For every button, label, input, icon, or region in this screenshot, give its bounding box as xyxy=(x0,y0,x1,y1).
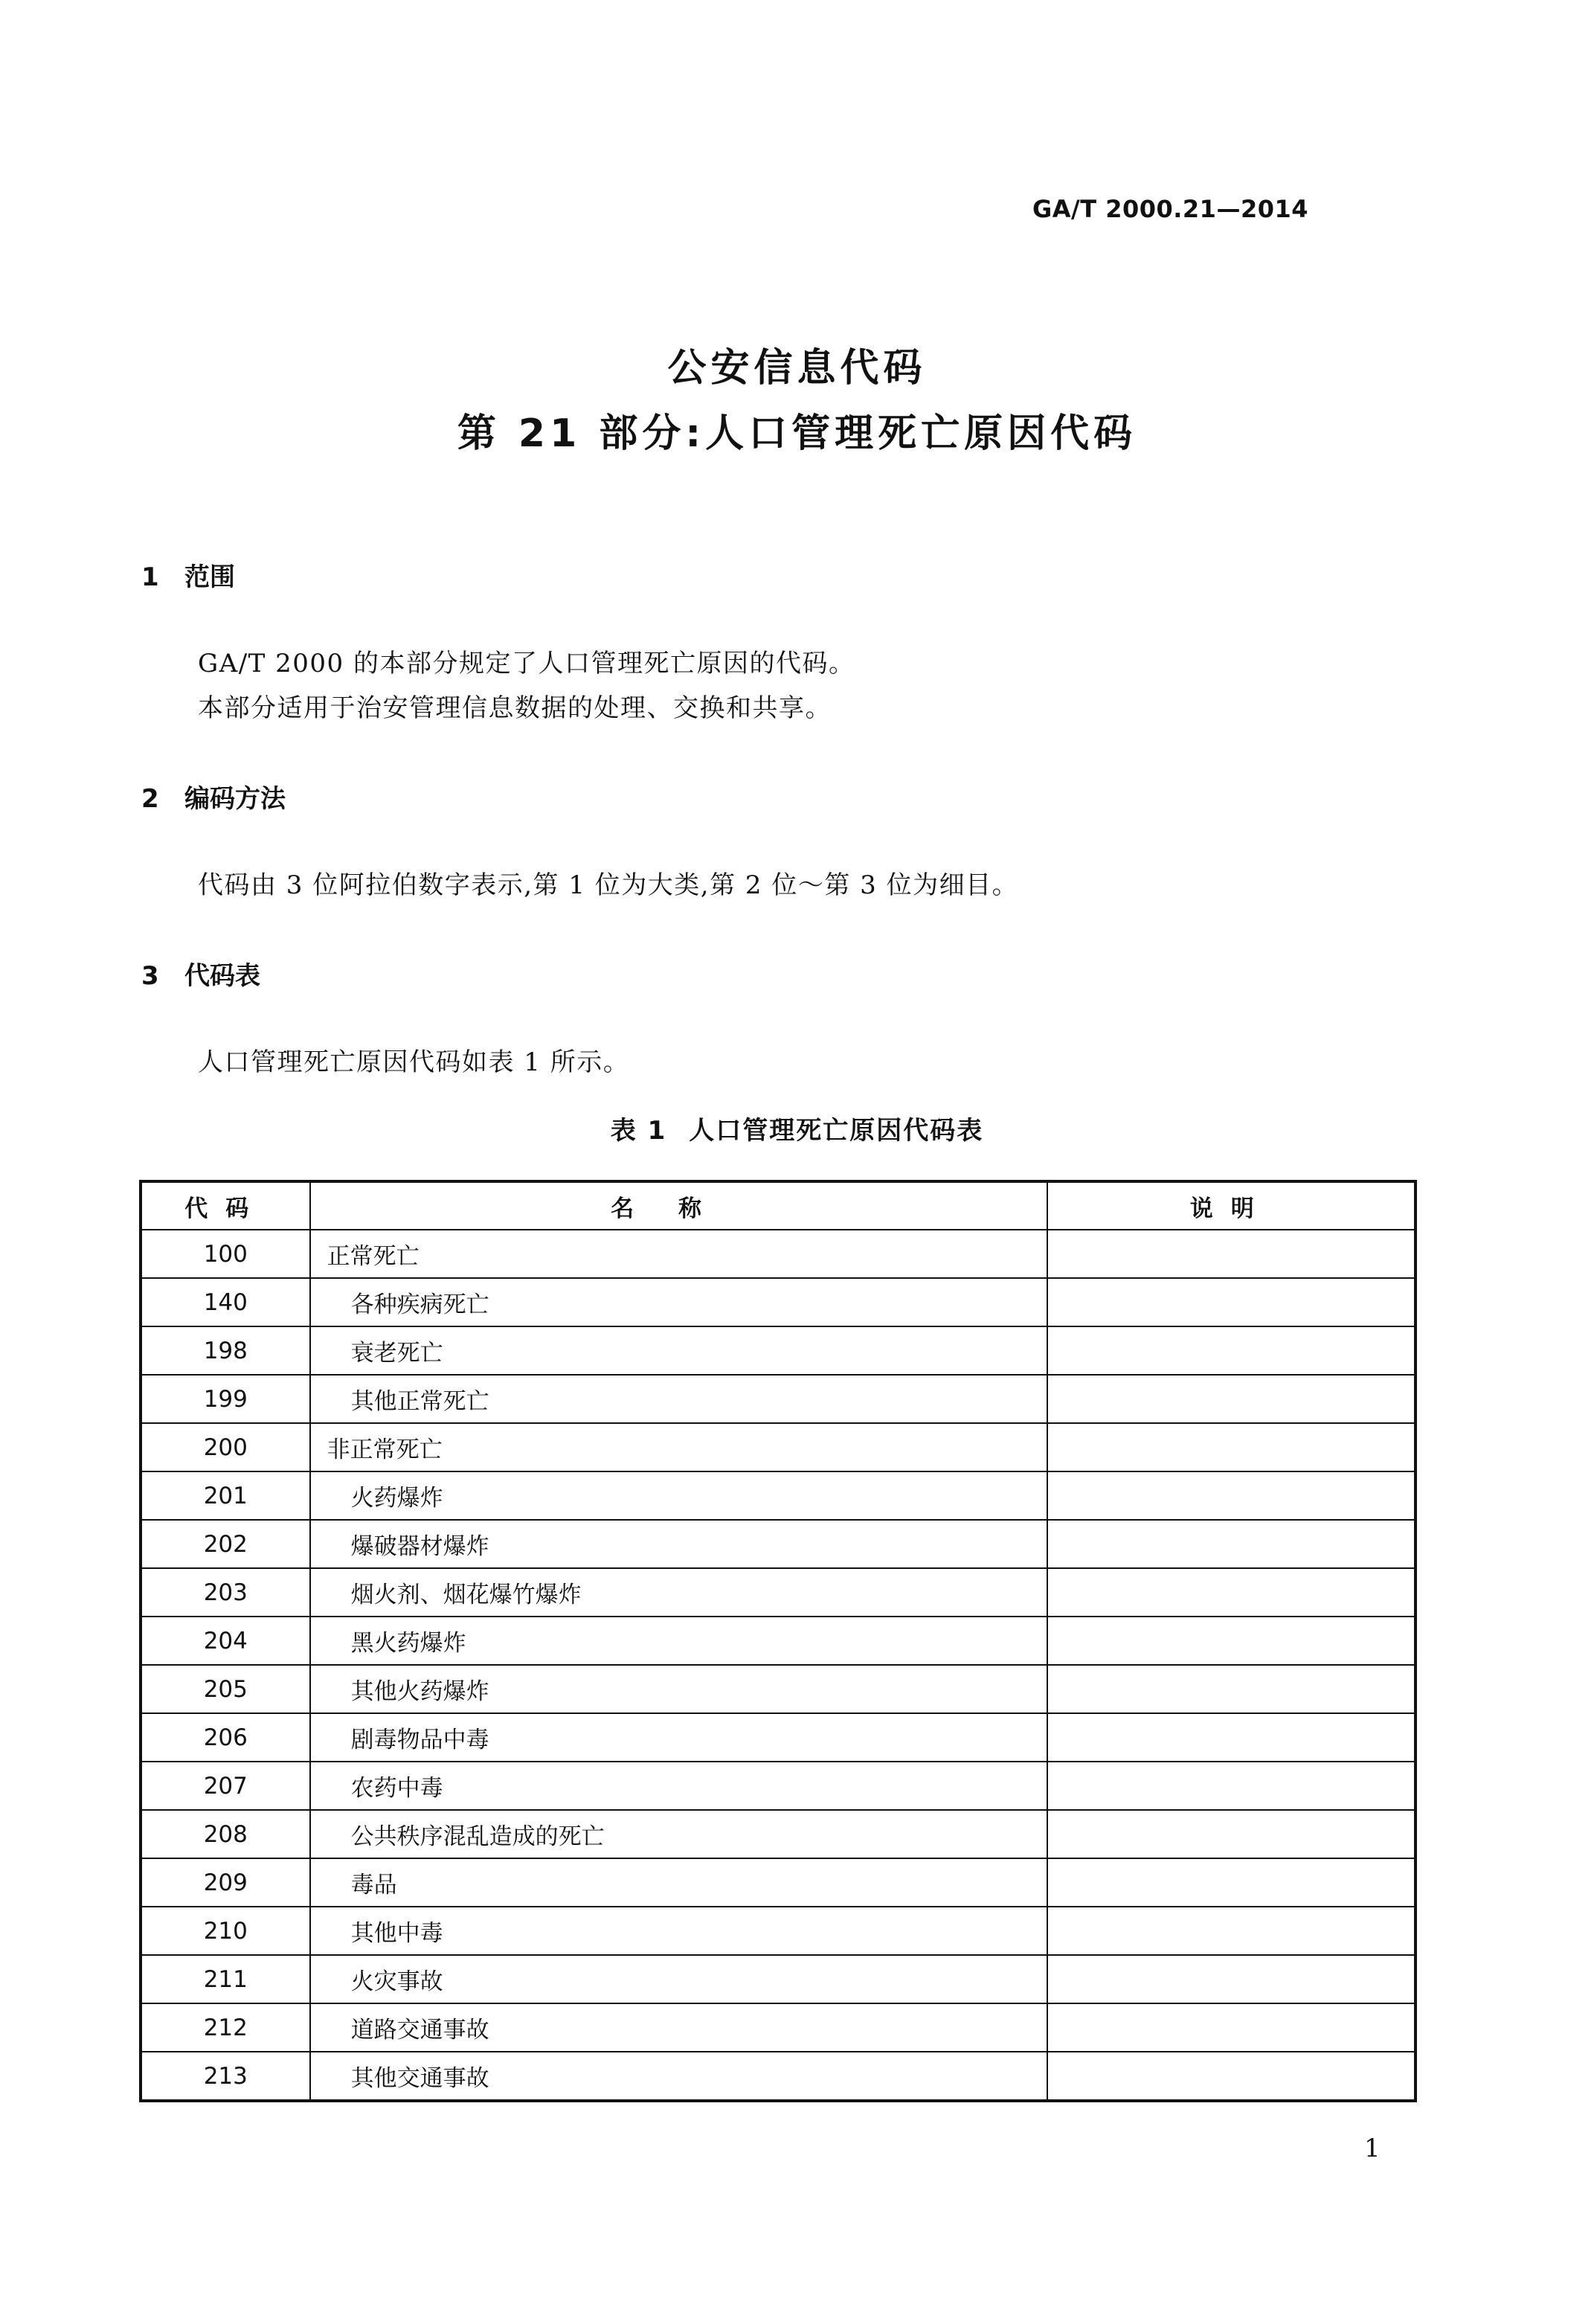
note-cell xyxy=(1047,2052,1415,2101)
name-cell: 衰老死亡 xyxy=(310,1326,1047,1375)
code-cell: 203 xyxy=(141,1568,310,1617)
note-cell xyxy=(1047,2003,1415,2052)
name-cell: 正常死亡 xyxy=(310,1230,1047,1278)
note-cell xyxy=(1047,1423,1415,1471)
name-cell: 烟火剂、烟花爆竹爆炸 xyxy=(310,1568,1047,1617)
code-cell: 205 xyxy=(141,1665,310,1713)
code-cell: 209 xyxy=(141,1858,310,1907)
table-row xyxy=(141,1617,1415,1665)
note-cell xyxy=(1047,1326,1415,1375)
table-caption xyxy=(0,1110,1594,1146)
page-number: 1 xyxy=(1364,2134,1381,2163)
code-cell: 207 xyxy=(141,1762,310,1810)
code-cell: 198 xyxy=(141,1326,310,1375)
document-subtitle: 第 21 部分:人口管理死亡原因代码 xyxy=(457,411,1137,456)
table-row xyxy=(141,2052,1415,2101)
section-heading-scope xyxy=(141,556,235,593)
section-heading-code-table xyxy=(141,955,260,992)
name-cell: 道路交通事故 xyxy=(310,2003,1047,2052)
note-cell xyxy=(1047,1665,1415,1713)
death-cause-code-table xyxy=(139,1180,1417,2102)
note-cell xyxy=(1047,1810,1415,1858)
table-row xyxy=(141,1568,1415,1617)
section-number: 2 xyxy=(141,784,159,814)
note-cell xyxy=(1047,1858,1415,1907)
note-cell xyxy=(1047,1375,1415,1423)
section-number: 1 xyxy=(141,562,159,592)
table-row xyxy=(141,1375,1415,1423)
table-row xyxy=(141,1762,1415,1810)
code-cell: 199 xyxy=(141,1375,310,1423)
section-heading-coding-method xyxy=(141,778,286,815)
name-cell: 其他正常死亡 xyxy=(310,1375,1047,1423)
code-cell: 213 xyxy=(141,2052,310,2101)
table-row xyxy=(141,1907,1415,1955)
code-cell: 206 xyxy=(141,1713,310,1762)
table-row xyxy=(141,1471,1415,1520)
section-title: 范围 xyxy=(184,562,235,592)
code-cell: 208 xyxy=(141,1810,310,1858)
name-cell: 剧毒物品中毒 xyxy=(310,1713,1047,1762)
code-cell: 200 xyxy=(141,1423,310,1471)
note-cell xyxy=(1047,1713,1415,1762)
name-cell: 火灾事故 xyxy=(310,1955,1047,2003)
table-row xyxy=(141,1230,1415,1278)
table-row xyxy=(141,1810,1415,1858)
paragraph: 人口管理死亡原因代码如表 1 所示。 xyxy=(198,1047,630,1077)
table-caption-title: 人口管理死亡原因代码表 xyxy=(689,1116,984,1146)
table-caption-label: 表 1 xyxy=(610,1116,667,1146)
note-cell xyxy=(1047,1955,1415,2003)
table-row xyxy=(141,1955,1415,2003)
section-number: 3 xyxy=(141,961,159,991)
note-cell xyxy=(1047,1907,1415,1955)
table-row xyxy=(141,1423,1415,1471)
note-cell xyxy=(1047,1278,1415,1326)
name-cell: 公共秩序混乱造成的死亡 xyxy=(310,1810,1047,1858)
code-cell: 210 xyxy=(141,1907,310,1955)
table-row xyxy=(141,1858,1415,1907)
document-title: 公安信息代码 xyxy=(667,346,927,391)
section-title: 编码方法 xyxy=(184,784,286,814)
name-cell: 其他交通事故 xyxy=(310,2052,1047,2101)
standard-number: GA/T 2000.21—2014 xyxy=(1032,195,1308,223)
paragraph: 本部分适用于治安管理信息数据的处理、交换和共享。 xyxy=(198,693,832,723)
name-cell: 其他中毒 xyxy=(310,1907,1047,1955)
name-cell: 爆破器材爆炸 xyxy=(310,1520,1047,1568)
name-cell: 黑火药爆炸 xyxy=(310,1617,1047,1665)
table-row xyxy=(141,1278,1415,1326)
code-cell: 140 xyxy=(141,1278,310,1326)
note-cell xyxy=(1047,1230,1415,1278)
note-cell xyxy=(1047,1568,1415,1617)
code-cell: 202 xyxy=(141,1520,310,1568)
name-cell: 毒品 xyxy=(310,1858,1047,1907)
paragraph: GA/T 2000 的本部分规定了人口管理死亡原因的代码。 xyxy=(198,649,855,678)
table-header-row xyxy=(141,1181,1415,1230)
name-cell: 其他火药爆炸 xyxy=(310,1665,1047,1713)
name-cell: 火药爆炸 xyxy=(310,1471,1047,1520)
note-cell xyxy=(1047,1617,1415,1665)
name-cell: 农药中毒 xyxy=(310,1762,1047,1810)
table-row xyxy=(141,2003,1415,2052)
note-cell xyxy=(1047,1520,1415,1568)
column-header-name: 名称 xyxy=(310,1181,1047,1230)
table-row xyxy=(141,1326,1415,1375)
column-header-note: 说明 xyxy=(1047,1181,1415,1230)
note-cell xyxy=(1047,1762,1415,1810)
paragraph: 代码由 3 位阿拉伯数字表示,第 1 位为大类,第 2 位～第 3 位为细目。 xyxy=(198,870,1019,900)
table-row xyxy=(141,1713,1415,1762)
code-cell: 201 xyxy=(141,1471,310,1520)
code-cell: 204 xyxy=(141,1617,310,1665)
column-header-code: 代码 xyxy=(141,1181,310,1230)
code-cell: 211 xyxy=(141,1955,310,2003)
code-cell: 100 xyxy=(141,1230,310,1278)
name-cell: 非正常死亡 xyxy=(310,1423,1047,1471)
code-cell: 212 xyxy=(141,2003,310,2052)
name-cell: 各种疾病死亡 xyxy=(310,1278,1047,1326)
table-row xyxy=(141,1665,1415,1713)
note-cell xyxy=(1047,1471,1415,1520)
section-title: 代码表 xyxy=(184,961,260,991)
table-row xyxy=(141,1520,1415,1568)
